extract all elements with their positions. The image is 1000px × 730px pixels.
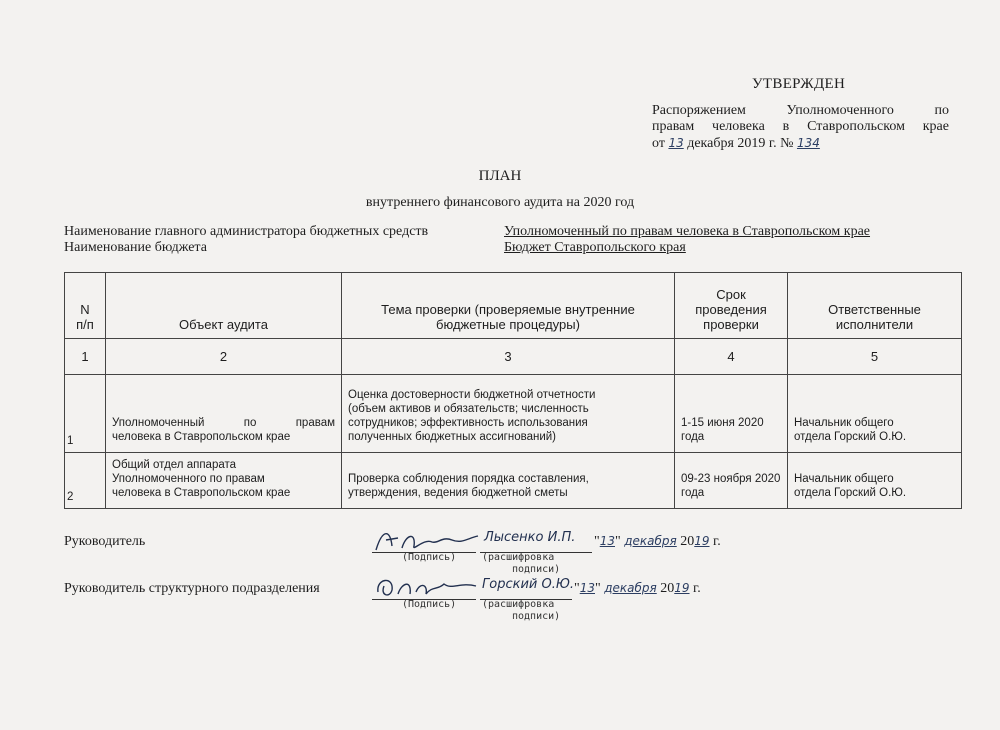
caption-signature: (Подпись) [402,552,457,563]
budget-row [64,240,686,256]
header-resp-line1: Ответственные [828,302,921,317]
term-line: 1-15 июня 2020 [681,417,764,429]
document-subtitle: внутреннего финансового аудита на 2020 год [365,195,635,210]
header-num-line2: п/п [76,317,94,332]
approval-stamp: УТВЕРЖДЕН [752,76,846,92]
signature-day: 13 [579,581,595,595]
col-number: 3 [342,339,675,375]
signature-year-suffix: 19 [674,581,690,595]
table-row [65,453,962,509]
decree-line-3 [652,135,949,152]
signature-label-head: Руководитель [64,534,146,549]
topic-line: (объем активов и обязательств; численность [348,403,589,415]
row-term [675,453,788,509]
topic-line: утверждения, ведения бюджетной сметы [348,487,568,499]
header-num-line1: N [80,302,90,317]
header-num [65,273,106,339]
audit-plan-table [64,272,962,509]
header-responsible [788,273,962,339]
decree-line-1: Распоряжением Уполномоченного по [652,103,949,118]
signature-decoding: Горский О.Ю. [482,577,575,592]
decree-day: 13 [668,136,684,150]
signature-decoding: Лысенко И.П. [484,530,576,545]
object-line: Уполномоченного по правам [112,473,265,485]
row-term [675,375,788,453]
caption-decoding-line1: (расшифровка [482,552,555,563]
topic-line: Проверка соблюдения порядка составления, [348,473,589,485]
row-responsible [788,453,962,509]
row-object [106,453,342,509]
header-term-line3: проверки [703,317,759,332]
col-number: 1 [65,339,106,375]
signature-month: декабря [624,534,677,548]
col-number: 2 [106,339,342,375]
caption-signature: (Подпись) [402,599,457,610]
resp-line: отдела Горский О.Ю. [794,487,907,499]
decree-line-2: правам человека в Ставропольском крае [652,119,949,134]
signature-year-end: г. [713,534,721,549]
row-responsible [788,375,962,453]
admin-label: Наименование главного администратора бюджетных средств [64,224,429,239]
row-topic [342,453,675,509]
resp-line: Начальник общего [794,417,894,429]
header-topic [342,273,675,339]
object-line: Общий отдел аппарата [112,459,237,471]
admin-value: Уполномоченный по правам человека в Ставропольском крае [504,224,871,239]
object-line: Уполномоченный по правам [112,417,335,429]
caption-decoding-line1: (расшифровка [482,599,555,610]
caption-decoding-line2: подписи) [512,611,561,622]
table-header-row [65,273,962,339]
signature-year-prefix: 20 [680,534,695,549]
handwritten-signature-icon [372,570,482,602]
header-topic-line1: Тема проверки (проверяемые внутренние [381,302,635,317]
budget-label: Наименование бюджета [64,240,207,255]
caption-decoding-line2: подписи) [512,564,561,575]
resp-line: Начальник общего [794,473,894,485]
signature-month: декабря [604,581,657,595]
col-number: 4 [675,339,788,375]
column-number-row [65,339,962,375]
header-resp-line2: исполнители [835,317,914,332]
decree-number: 134 [796,136,820,150]
document-title: ПЛАН [478,168,522,184]
signature-year-prefix: 20 [660,581,675,596]
object-line: человека в Ставропольском крае [112,487,291,499]
col-number: 5 [788,339,962,375]
signature-year-suffix: 19 [694,534,710,548]
object-line: человека в Ставропольском крае [112,431,291,443]
header-object: Объект аудита [106,273,342,339]
table-row [65,375,962,453]
signature-day: 13 [599,534,615,548]
term-line: года [681,431,705,443]
signature-date: "13" декабря 2019 г. [594,534,721,549]
row-number: 2 [65,453,106,509]
budget-value: Бюджет Ставропольского края [504,240,686,255]
topic-line: сотрудников; эффективность использования [348,417,588,429]
term-line: 09-23 ноября 2020 [681,473,781,485]
header-term [675,273,788,339]
topic-line: Оценка достоверности бюджетной отчетности [348,389,596,401]
signature-date: "13" декабря 2019 г. [574,581,701,596]
admin-row [64,224,871,240]
approval-decree [652,103,949,152]
resp-line: отдела Горский О.Ю. [794,431,907,443]
signature-year-end: г. [693,581,701,596]
header-term-line1: Срок [716,287,746,302]
topic-line: полученных бюджетных ассигнований) [348,431,556,443]
row-number: 1 [65,375,106,453]
decree-from: от [652,136,665,151]
row-object [106,375,342,453]
header-term-line2: проведения [695,302,767,317]
row-topic [342,375,675,453]
decree-date-rest: декабря 2019 г. № [687,136,794,151]
signature-label-department: Руководитель структурного подразделения [64,581,320,596]
header-topic-line2: бюджетные процедуры) [436,317,580,332]
term-line: года [681,487,705,499]
